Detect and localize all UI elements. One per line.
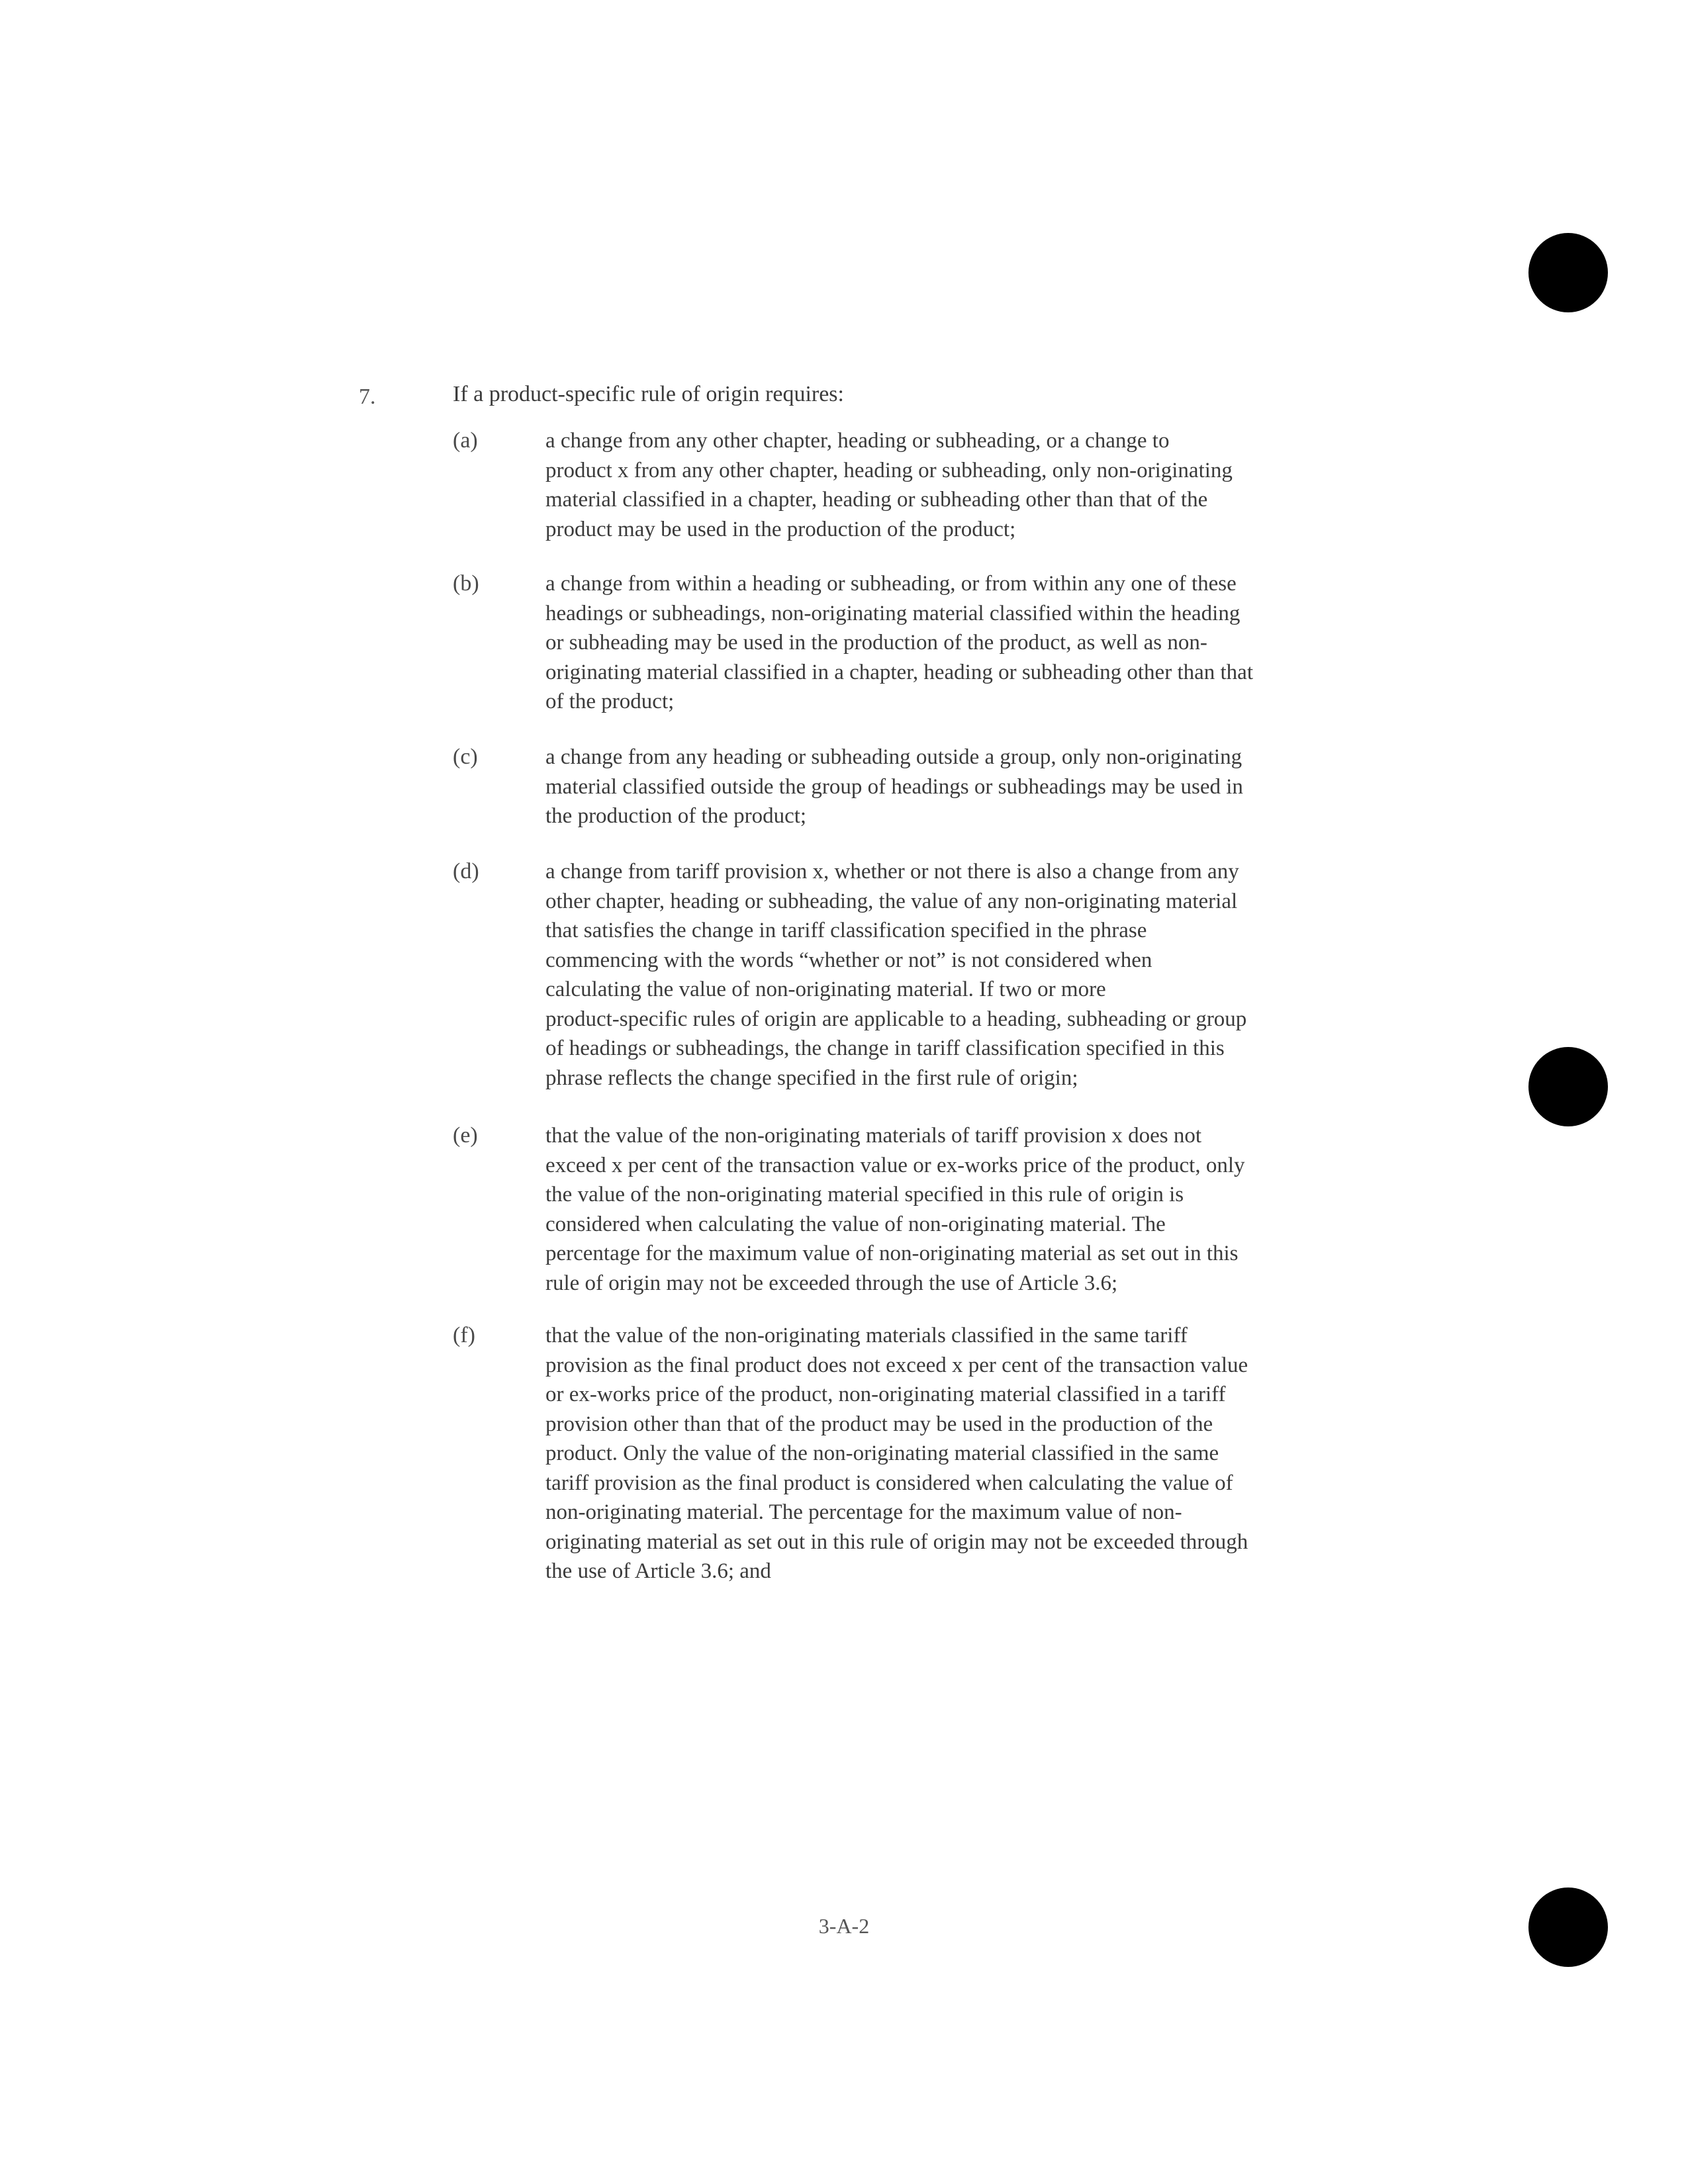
text-line: provision as the final product does not exceed x per cent of the transaction value bbox=[545, 1353, 1248, 1377]
item-text bbox=[545, 857, 1393, 1093]
text-line: the production of the product; bbox=[545, 804, 807, 828]
text-line: material classified outside the group of headings or subheadings may be used in bbox=[545, 774, 1243, 799]
text-line: non-originating material. The percentage for the maximum value of non- bbox=[545, 1500, 1182, 1524]
text-line: provision other than that of the product may be used in the production of the bbox=[545, 1412, 1213, 1436]
paragraph-number: 7. bbox=[359, 385, 376, 409]
item-text bbox=[545, 1121, 1393, 1298]
text-line: that satisfies the change in tariff classification specified in the phrase bbox=[545, 919, 1147, 942]
text-line: product. Only the value of the non-originating material classified in the same bbox=[545, 1441, 1219, 1465]
item-text bbox=[545, 1321, 1393, 1586]
text-line: or ex-works price of the product, non-originating material classified in a tariff bbox=[545, 1383, 1226, 1406]
text-line: of headings or subheadings, the change in tariff classification specified in this bbox=[545, 1036, 1225, 1060]
text-line: calculating the value of non-originating material. If two or more bbox=[545, 978, 1106, 1001]
item-label: (a) bbox=[453, 428, 478, 453]
text-line: or subheading may be used in the production of the product, as well as non- bbox=[545, 631, 1207, 655]
binder-hole-top bbox=[1528, 233, 1608, 312]
text-line: a change from within a heading or subheading, or from within any one of these bbox=[545, 572, 1237, 596]
item-text bbox=[545, 426, 1393, 544]
text-line: a change from any heading or subheading outside a group, only non-originating bbox=[545, 745, 1243, 769]
text-line: rule of origin may not be exceeded through the use of Article 3.6; bbox=[545, 1271, 1118, 1295]
text-line: product-specific rules of origin are applicable to a heading, subheading or group bbox=[545, 1007, 1247, 1031]
binder-hole-middle bbox=[1528, 1047, 1608, 1126]
text-line: a change from tariff provision x, whether or not there is also a change from any bbox=[545, 860, 1239, 884]
text-line: the value of the non-originating material specified in this rule of origin is bbox=[545, 1183, 1184, 1206]
text-line: originating material classified in a chapter, heading or subheading other than that bbox=[545, 660, 1253, 684]
text-line: material classified in a chapter, heading or subheading other than that of the bbox=[545, 488, 1208, 512]
text-line: product x from any other chapter, heading or subheading, only non-originating bbox=[545, 458, 1233, 482]
text-line: considered when calculating the value of non-originating material. The bbox=[545, 1212, 1166, 1236]
text-line: that the value of the non-originating materials of tariff provision x does not bbox=[545, 1124, 1201, 1148]
item-text bbox=[545, 569, 1393, 717]
text-line: that the value of the non-originating materials classified in the same tariff bbox=[545, 1324, 1188, 1347]
text-line: a change from any other chapter, heading or subheading, or a change to bbox=[545, 429, 1170, 453]
text-line: exceed x per cent of the transaction value or ex-works price of the product, only bbox=[545, 1153, 1245, 1177]
text-line: the use of Article 3.6; and bbox=[545, 1559, 771, 1583]
text-line: commencing with the words “whether or not” is not considered when bbox=[545, 948, 1152, 972]
item-label: (d) bbox=[453, 859, 479, 884]
text-line: tariff provision as the final product is considered when calculating the value of bbox=[545, 1471, 1233, 1495]
page-number: 3-A-2 bbox=[818, 1914, 870, 1938]
text-line: other chapter, heading or subheading, the value of any non-originating material bbox=[545, 889, 1238, 913]
text-line: of the product; bbox=[545, 690, 675, 713]
item-label: (c) bbox=[453, 745, 478, 769]
item-label: (e) bbox=[453, 1123, 478, 1148]
text-line: percentage for the maximum value of non-originating material as set out in this bbox=[545, 1242, 1239, 1265]
item-label: (b) bbox=[453, 571, 479, 596]
paragraph-intro: If a product-specific rule of origin requires: bbox=[453, 382, 844, 406]
text-line: originating material as set out in this rule of origin may not be exceeded through bbox=[545, 1529, 1248, 1554]
item-label: (f) bbox=[453, 1323, 475, 1347]
text-line: product may be used in the production of the product; bbox=[545, 517, 1016, 541]
text-line: headings or subheadings, non-originating material classified within the heading bbox=[545, 601, 1241, 625]
text-line: phrase reflects the change specified in the first rule of origin; bbox=[545, 1066, 1078, 1090]
item-text bbox=[545, 743, 1393, 831]
